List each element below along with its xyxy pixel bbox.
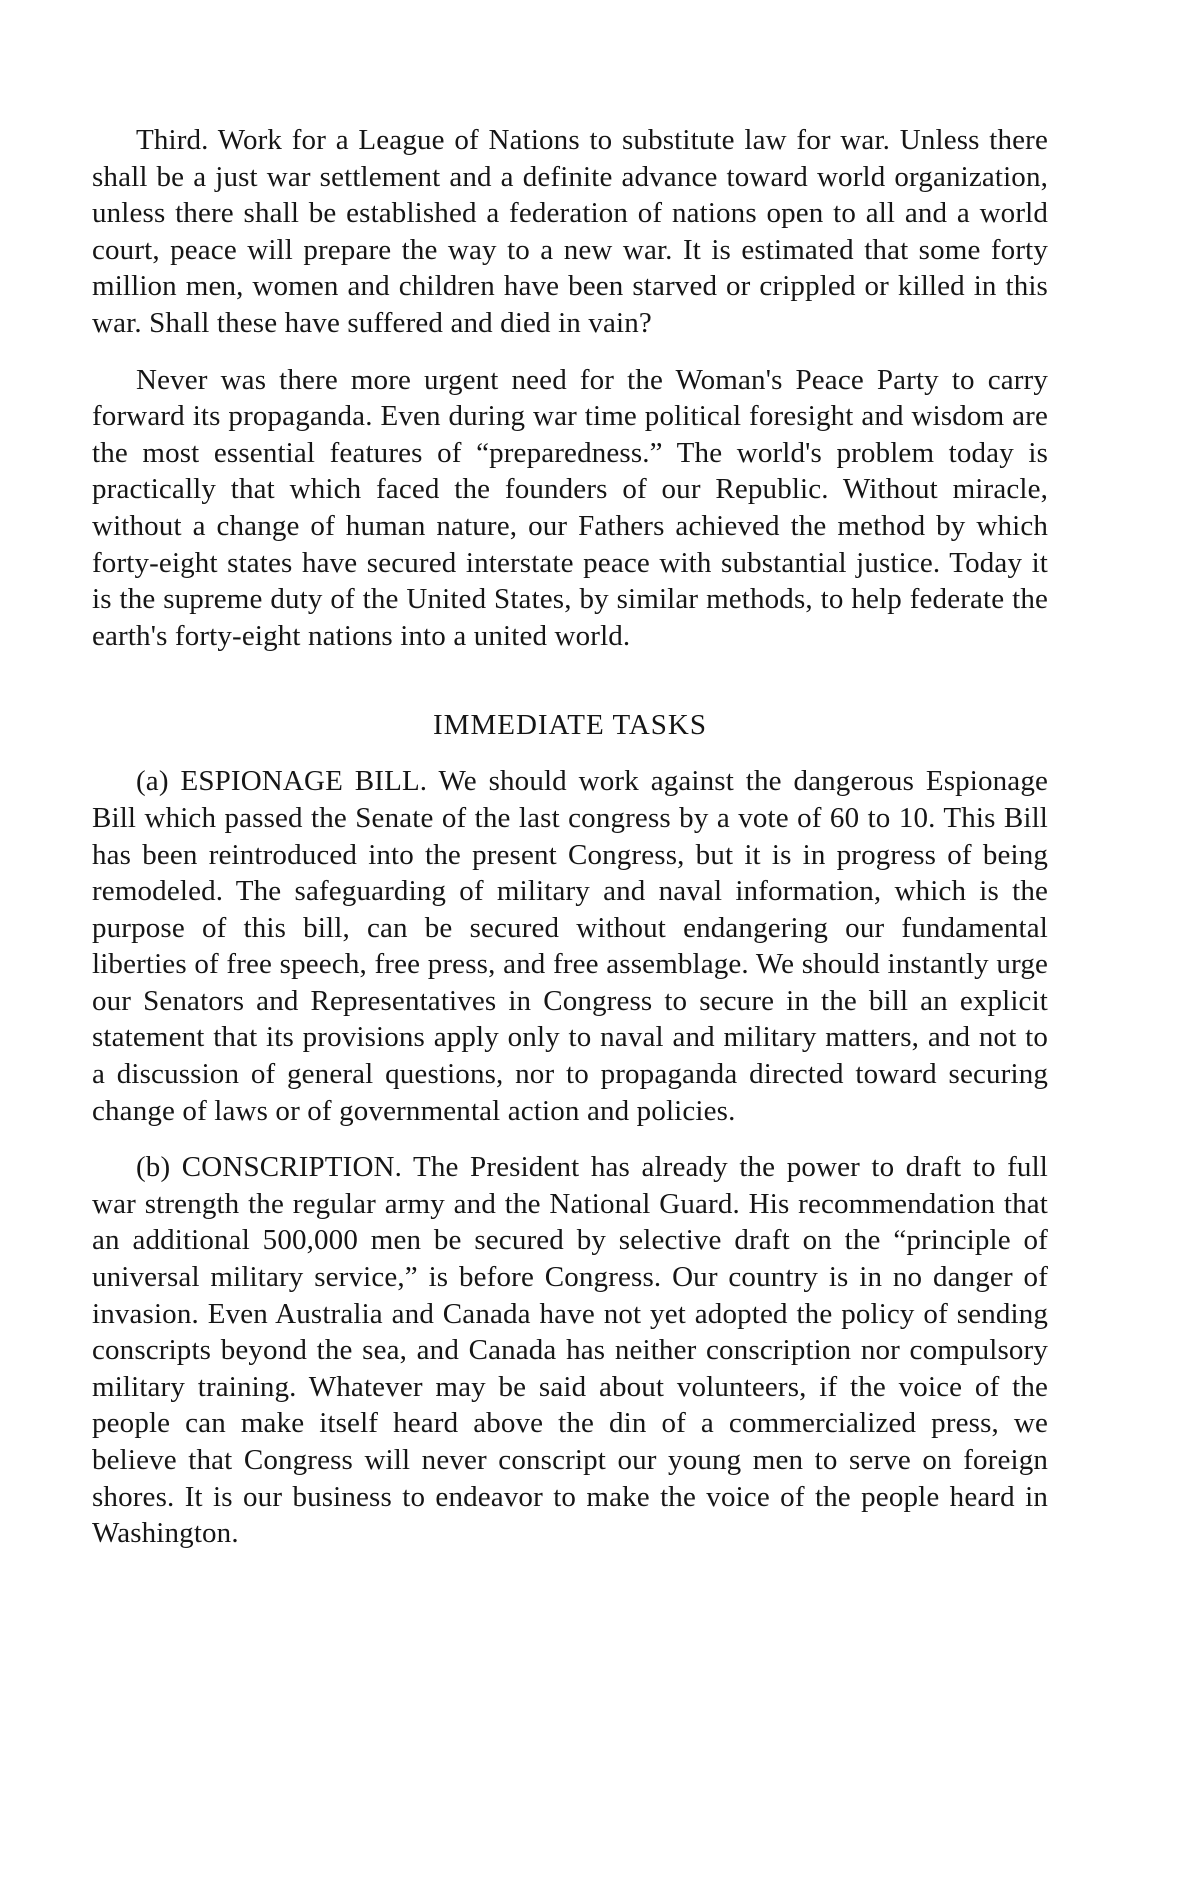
paragraph-conscription: (b) CONSCRIPTION. The President has already the power to draft to full war strength the regular army and the National Guard. His recommendation that an additional 500,000 men be secured by selective draft on the “principle of universal military service,” is before Congress. Our country is in no danger of invasion. Even Australia and Canada have not yet adopted the policy of sending conscripts beyond the sea, and Canada has neither conscription nor compulsory military training. Whatever may be said about volunteers, if the voice of the people can make itself heard above the din of a commercialized press, we believe that Congress will never conscript our young men to serve on foreign shores. It is our business to endeavor to make the voice of the people heard in Washington. [92, 1151, 1048, 1550]
paragraph-espionage-bill: (a) ESPIONAGE BILL. We should work against the dangerous Espionage Bill which passed the Senate of the last congress by a vote of 60 to 10. This Bill has been reintroduced into the present Congress, but it is in progress of being remodeled. The safeguarding of military and naval information, which is the purpose of this bill, can be secured without endangering our fundamental liberties of free speech, free press, and free assemblage. We should instantly urge our Senators and Representatives in Congress to secure in the bill an explicit statement that its provisions apply only to naval and military matters, and not to a discussion of general questions, nor to propaganda directed toward securing change of laws or of governmental action and policies. [92, 765, 1048, 1127]
paragraph-league-of-nations: Third. Work for a League of Nations to substitute law for war. Unless there shall be a just war settlement and a definite advance toward world organization, unless there shall be established a federation of nations open to all and a world court, peace will prepare the way to a new war. It is estimated that some forty million men, women and children have been starved or crippled or killed in this war. Shall these have suffered and died in vain? [92, 124, 1048, 339]
paragraph-peace-party: Never was there more urgent need for the Woman's Peace Party to carry forward its propaganda. Even during war time political foresight and wisdom are the most essential features of “preparedness.” The world's problem today is practically that which faced the founders of our Republic. Without miracle, without a change of human nature, our Fathers achieved the method by which forty-eight states have secured interstate peace with substantial justice. Today it is the supreme duty of the United States, by similar methods, to help federate the earth's forty-eight nations into a united world. [92, 363, 1048, 652]
section-heading-immediate-tasks: IMMEDIATE TASKS [433, 709, 707, 742]
document-page [92, 122, 1048, 1552]
